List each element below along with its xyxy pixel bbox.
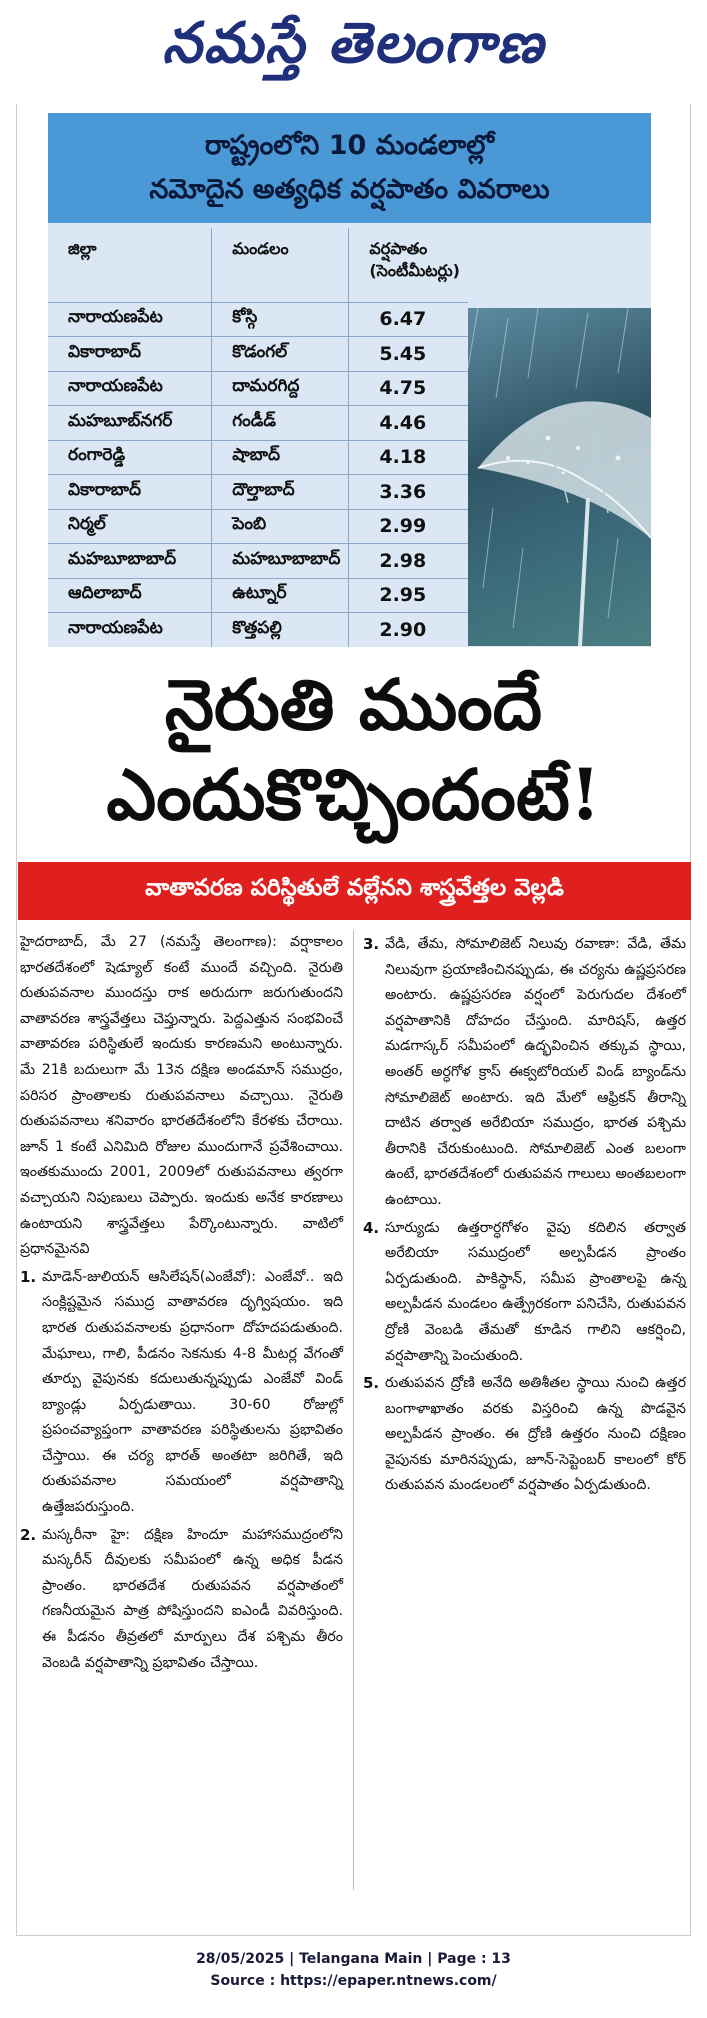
cell-district: నారాయణపేట [48, 613, 212, 648]
cell-district: నారాయణపేట [48, 371, 212, 406]
rainfall-table [48, 228, 468, 647]
table-row [48, 440, 468, 475]
cell-district: వికారాబాద్ [48, 337, 212, 372]
cell-mandal: కొడంగల్ [212, 337, 349, 372]
table-row [48, 613, 468, 648]
rainfall-infobox [48, 113, 651, 647]
cell-mandal: ఉట్నూర్ [212, 578, 349, 613]
header-rainfall-unit: (సెంటీమీటర్లు) [369, 261, 460, 280]
list-item-number: 3. [363, 935, 380, 953]
cell-district: నారాయణపేట [48, 302, 212, 337]
cell-mandal: దామరగిద్ద [212, 371, 349, 406]
table-row [48, 406, 468, 441]
list-item [20, 1265, 343, 1521]
cell-rainfall: 2.98 [349, 544, 468, 579]
table-row [48, 509, 468, 544]
table-row [48, 544, 468, 579]
rainfall-title-line1: రాష్ట్రంలోని 10 మండలాల్లో [204, 130, 495, 161]
header-district: జిల్లా [48, 228, 212, 302]
footer-source-link[interactable]: Source : https://epaper.ntnews.com/ [210, 1973, 497, 1989]
list-item [363, 932, 686, 1214]
table-row [48, 302, 468, 337]
masthead-logo: నమస్తే తెలంగాణ [162, 10, 545, 76]
cell-mandal: దౌల్తాబాద్ [212, 475, 349, 510]
list-item-text: మాడెన్-జులియన్ ఆసిలేషన్(ఎంజేవో): ఎంజేవో.. ఇది సంక్లిష్టమైన సముద్ర వాతావరణ దృగ్విషయం. ఇది భారత రుతుపవనాలకు ప్రధానంగా దోహదపడుతుంది. మేఘాలు, గాలి, పీడనం సెకనుకు 4-8 మీటర్ల వేగంతో తూర్పు వైపునకు కదులుతున్నప్పుడు ఎంజేవో విండ్ బ్యాండ్లు ఏర్పడుతాయి. 30-60 రోజుల్లో ప్రపంచవ్యాప్తంగా వాతావరణ పరిస్థితులను ప్రభావితం చేస్తాయి. ఈ చర్య భారత్ అంతటా జరిగితే, ఇది రుతుపవనాల సమయంలో వర్షపాతాన్ని ఉత్తేజపరుస్తుంది. [42, 1268, 343, 1516]
cell-district: ఆదిలాబాద్ [48, 578, 212, 613]
header-rainfall [349, 228, 468, 302]
list-item [20, 1523, 343, 1677]
header-mandal: మండలం [212, 228, 349, 302]
cell-district: నిర్మల్ [48, 509, 212, 544]
cell-mandal: కొత్తపల్లి [212, 613, 349, 648]
header-rainfall-label: వర్షపాతం [369, 239, 428, 258]
list-item-text: మస్కరీనా హై: దక్షిణ హిందూ మహాసముద్రంలోని మస్కరీన్ దీవులకు సమీపంలో ఉన్న అధిక పీడన ప్రాంతం. భారతదేశ రుతుపవన వర్షపాతంలో గణనీయమైన పాత్ర పోషిస్తుందని ఐఎండీ వివరిస్తుంది. ఈ పీడనం తీవ్రతలో మార్పులు దేశ పశ్చిమ తీరం వెంబడి వర్షపాతాన్ని ప్రభావితం చేస్తాయి. [42, 1526, 343, 1671]
umbrella-rain-photo [468, 308, 651, 646]
headline [20, 660, 687, 840]
cell-rainfall: 4.46 [349, 406, 468, 441]
list-item [363, 1216, 686, 1370]
list-item [363, 1371, 686, 1499]
headline-line2: ఎందుకొచ్చిందంటే! [106, 753, 601, 836]
page-footer [0, 1948, 707, 1992]
table-row [48, 371, 468, 406]
cell-district: మహబూబ్‌నగర్ [48, 406, 212, 441]
list-item-number: 1. [20, 1267, 37, 1286]
list-item-number: 4. [363, 1218, 380, 1237]
table-row [48, 337, 468, 372]
cell-district: రంగారెడ్డి [48, 440, 212, 475]
cell-rainfall: 2.95 [349, 578, 468, 613]
cell-rainfall: 4.75 [349, 371, 468, 406]
column-divider [353, 930, 354, 1890]
cell-district: వికారాబాద్ [48, 475, 212, 510]
table-row [48, 475, 468, 510]
list-item-number: 5. [363, 1374, 380, 1393]
rainfall-table-header [48, 228, 468, 302]
list-item-number: 2. [20, 1525, 37, 1544]
cell-mandal: గండీడ్ [212, 406, 349, 441]
cell-rainfall: 6.47 [349, 302, 468, 337]
rainfall-title-line2: నమోదైన అత్యధిక వర్షపాతం వివరాలు [149, 174, 550, 205]
list-item-text: రుతుపవన ద్రోణి అనేది అతిశీతల స్థాయి నుంచి ఉత్తర బంగాళాఖాతం వరకు విస్తరించి ఉన్న పొడవైన అల్పపీడన ప్రాంతం. ఈ ద్రోణి ఉత్తరం నుంచి దక్షిణం వైపునకు మారినప్పుడు, జూన్-సెప్టెంబర్ కాలంలో కోర్ రుతుపవన మండలంలో వర్షపాతం ఏర్పడుతుంది. [385, 1375, 686, 1494]
cell-rainfall: 2.90 [349, 613, 468, 648]
cell-district: మహబూబాబాద్ [48, 544, 212, 579]
subheadline-banner: వాతావరణ పరిస్థితులే వల్లేనని శాస్త్రవేత్తల వెల్లడి [18, 862, 691, 920]
article-body [20, 930, 687, 1890]
footer-edition-info: 28/05/2025 | Telangana Main | Page : 13 [196, 1951, 511, 1967]
list-item-text: సూర్యుడు ఉత్తరార్ధగోళం వైపు కదిలిన తర్వాత అరేబియా సముద్రంలో అల్పపీడన ప్రాంతం ఏర్పడుతుంది. పాకిస్థాన్, సమీప ప్రాంతాలపై ఉన్న అల్పపీడన మండలం ఉత్ప్రేరకంగా పనిచేసి, రుతుపవన ద్రోణి వెంబడి తేమతో కూడిన గాలిని ఆకర్షించి, వర్షపాతాన్ని పెంచుతుంది. [385, 1219, 686, 1364]
cell-mandal: షాబాద్ [212, 440, 349, 475]
list-item-text: వేడి, తేమ, సోమాలిజెట్ నిలువు రవాణా: వేడి, తేమ నిలువుగా ప్రయాణించినప్పుడు, ఈ చర్యను ఉష్ణప్రసరణ అంటారు. ఉష్ణప్రసరణ వర్షంలో పెరుగుదల దేశంలో వర్షపాతానికి దోహదం చేస్తుంది. మారిషస్, ఉత్తర మడగాస్కర్ సమీపంలో ఉద్భవించిన తక్కువ స్థాయి, అంతర్ అర్ధగోళ క్రాస్ ఈక్వటోరియల్ విండ్ బ్యాండ్‌ను సోమాలిజెట్ అంటారు. ఇది మేలో ఆఫ్రికన్ తీరాన్ని దాటిన తర్వాత అరేబియా సముద్రం, భారత పశ్చిమ తీరానికి చేరుకుంటుంది. సోమాలిజెట్ ఎంత బలంగా ఉంటే, భారతదేశంలో రుతుపవన గాలులు అంతబలంగా ఉంటాయి. [385, 936, 686, 1208]
umbrella-icon [468, 308, 651, 646]
cell-rainfall: 5.45 [349, 337, 468, 372]
article-intro: హైదరాబాద్, మే 27 (నమస్తే తెలంగాణ): వర్షాకాలం భారతదేశంలో షెడ్యూల్ కంటే ముందే వచ్చింది. నైరుతి రుతుపవనాల ముందస్తు రాక అరుదుగా జరుగుతుందని వాతావరణ శాస్త్రవేత్తలు చెప్తున్నారు. పెద్దఎత్తున సంభవించే వాతావరణ పరిస్థితులే ఇందుకు కారణమని అంటున్నారు. మే 21కి బదులుగా మే 13న దక్షిణ అండమాన్ సముద్రం, పరిసర ప్రాంతాలకు రుతుపవనాలు వచ్చాయి. నైరుతి రుతుపవనాలు శనివారం భారతదేశంలోని కేరళకు చేరాయి. జూన్ 1 కంటే ఎనిమిది రోజుల ముందుగానే ప్రవేశించాయి. ఇంతకుముందు 2001, 2009లో రుతుపవనాలు త్వరగా వచ్చాయని నిపుణులు చెప్పారు. ఇందుకు అనేక కారణాలు ఉంటాయని శాస్త్రవేత్తలు పేర్కొంటున్నారు. వాటిలో ప్రధానమైనవి [20, 934, 343, 1258]
table-row [48, 578, 468, 613]
cell-mandal: మహబూబాబాద్ [212, 544, 349, 579]
headline-line1: నైరుతి ముందే [164, 663, 543, 746]
article-column-left [20, 930, 343, 1890]
cell-mandal: పెంబి [212, 509, 349, 544]
cell-rainfall: 2.99 [349, 509, 468, 544]
cell-rainfall: 3.36 [349, 475, 468, 510]
cell-rainfall: 4.18 [349, 440, 468, 475]
rainfall-infobox-title [48, 113, 651, 223]
cell-mandal: కోస్గి [212, 302, 349, 337]
article-column-right [363, 930, 686, 1890]
